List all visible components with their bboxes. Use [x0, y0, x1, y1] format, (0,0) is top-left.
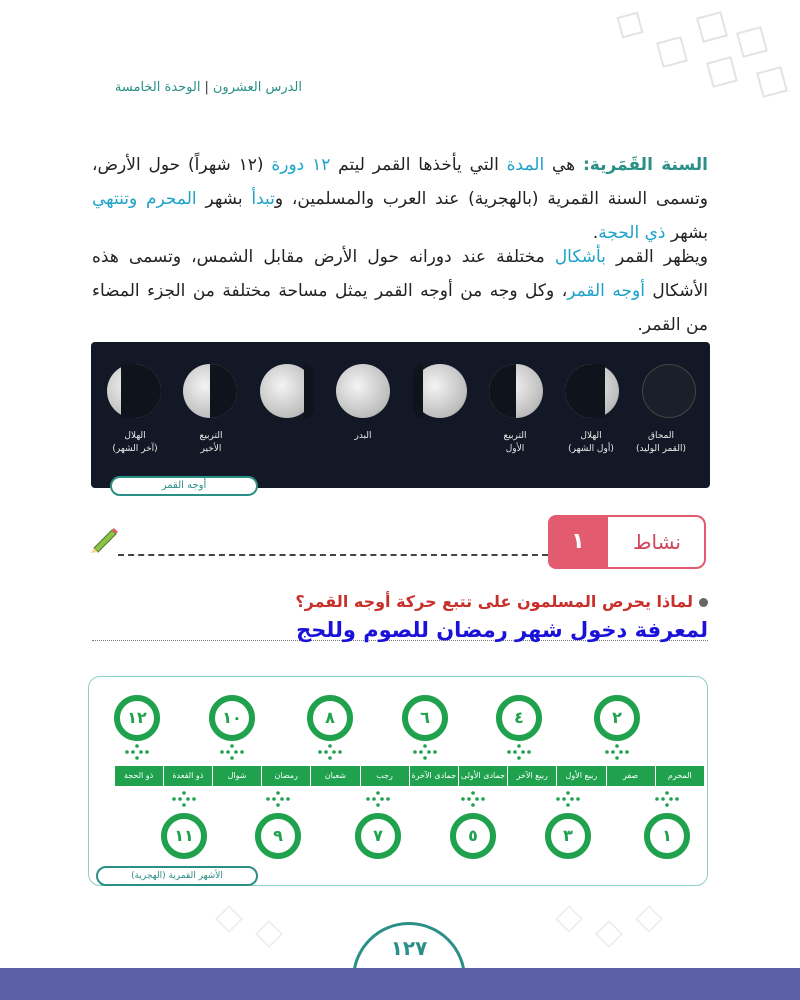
- month-name: جمادى الآخرة: [409, 766, 458, 786]
- month-number-circle: ٦: [402, 695, 448, 741]
- highlight-cycles: ١٢ دورة: [271, 155, 331, 175]
- month-name: ربيع الآخر: [507, 766, 556, 786]
- month-number-circle: ١٠: [209, 695, 255, 741]
- month-name: رمضان: [261, 766, 310, 786]
- text: ، وكل وجه من أوجه القمر يمثل مساحة مختلفة من الجزء المضاء من القمر.: [92, 281, 708, 335]
- text: .: [592, 223, 599, 243]
- text: التي يأخذها القمر ليتم: [330, 155, 507, 175]
- connector-dots: [220, 742, 244, 762]
- month-number-circle: ٣: [545, 813, 591, 859]
- moon-phases-paragraph: [92, 240, 708, 342]
- month-number-circle: ٤: [496, 695, 542, 741]
- page-number: ١٢٧: [390, 936, 428, 960]
- month-number-circle: ٥: [450, 813, 496, 859]
- connector-dots: [413, 742, 437, 762]
- month-number-circle: ٩: [255, 813, 301, 859]
- month-name: ربيع الأول: [556, 766, 605, 786]
- connector-dots: [605, 742, 629, 762]
- phase-label-last-quarter: التربيع الأخير: [199, 431, 223, 454]
- month-name: المحرم: [655, 766, 704, 786]
- moon-waxing-gibbous: [413, 364, 467, 418]
- highlight-period: المدة: [506, 155, 545, 175]
- unit-title: الوحدة الخامسة: [114, 80, 201, 95]
- moon-first-quarter: [489, 364, 543, 418]
- phase-label-full-moon: البدر: [354, 431, 372, 441]
- moon-phases-image: [91, 342, 710, 488]
- month-name: ذو القعدة: [163, 766, 212, 786]
- activity-number: ١: [548, 515, 608, 569]
- highlight-muharram: المحرم وتنتهي: [92, 189, 197, 209]
- month-number-circle: ١: [644, 813, 690, 859]
- pencil-icon: [88, 524, 118, 554]
- month-number-circle: ٧: [355, 813, 401, 859]
- month-name: رجب: [360, 766, 409, 786]
- month-number-circle: ١١: [161, 813, 207, 859]
- text: (١٢ شهراً) حول الأرض، وتسمى السنة القمرية (بالهجرية) عند العرب والمسلمين، و: [92, 155, 708, 209]
- phase-label-new-moon: المحاق (القمر الوليد): [636, 431, 686, 454]
- bullet-icon: [699, 598, 708, 607]
- month-name: جمادى الأولى: [458, 766, 507, 786]
- phase-label-waxing-crescent: الهلال (أول الشهر): [568, 431, 614, 454]
- activity-question: [295, 592, 708, 611]
- text: بشهر: [196, 189, 252, 209]
- phase-label-first-quarter: التربيع الأول: [503, 431, 527, 454]
- connector-dots: [655, 789, 679, 809]
- handwritten-answer[interactable]: لمعرفة دخول شهر رمضان للصوم وللحج: [296, 618, 708, 642]
- lunar-year-paragraph: [92, 148, 708, 250]
- moon-waxing-crescent: [565, 364, 619, 418]
- connector-dots: [266, 789, 290, 809]
- connector-dots: [318, 742, 342, 762]
- month-name: صفر: [606, 766, 655, 786]
- lesson-title: الدرس العشرون: [212, 80, 302, 95]
- term-lunar-year: السنة القَمَرية:: [582, 155, 708, 175]
- moon-full: [336, 364, 390, 418]
- month-name: ذو الحجة: [114, 766, 163, 786]
- connector-dots: [172, 789, 196, 809]
- footer-bar: [0, 968, 800, 1000]
- moon-last-quarter: [183, 364, 237, 418]
- question-text: لماذا يحرص المسلمون على تتبع حركة أوجه القمر؟: [295, 592, 693, 611]
- month-number-circle: ٨: [307, 695, 353, 741]
- connector-dots: [461, 789, 485, 809]
- month-number-circle: ١٢: [114, 695, 160, 741]
- activity-label: نشاط: [633, 530, 681, 554]
- moon-waning-gibbous: [260, 364, 314, 418]
- phase-label-waning-crescent: الهلال (آخر الشهر): [112, 431, 158, 454]
- text: مختلفة عند دورانه حول الأرض مقابل الشمس، وتسمى هذه الأشكال: [92, 247, 708, 301]
- header-separator: |: [204, 80, 209, 95]
- activity-divider: [118, 554, 548, 556]
- month-number-circle: ٢: [594, 695, 640, 741]
- text: ويظهر القمر: [605, 247, 708, 267]
- page-header: [0, 80, 302, 102]
- month-name: شوال: [212, 766, 261, 786]
- highlight-starts: تبدأ: [251, 189, 275, 209]
- moon-new: [642, 364, 696, 418]
- connector-dots: [507, 742, 531, 762]
- connector-dots: [556, 789, 580, 809]
- highlight-shapes: بأشكال: [554, 247, 606, 267]
- moon-waning-crescent: [107, 364, 161, 418]
- month-name: شعبان: [310, 766, 359, 786]
- connector-dots: [125, 742, 149, 762]
- moon-phases-caption: أوجه القمر: [110, 476, 258, 496]
- highlight-dhul-hijja: ذي الحجة: [598, 223, 666, 243]
- highlight-phases: أوجه القمر: [567, 281, 645, 301]
- connector-dots: [366, 789, 390, 809]
- lunar-months-caption: الأشهر القمرية (الهجرية): [96, 866, 258, 886]
- text: هي: [544, 155, 583, 175]
- text: بشهر: [665, 223, 708, 243]
- decorative-squares: [500, 0, 800, 110]
